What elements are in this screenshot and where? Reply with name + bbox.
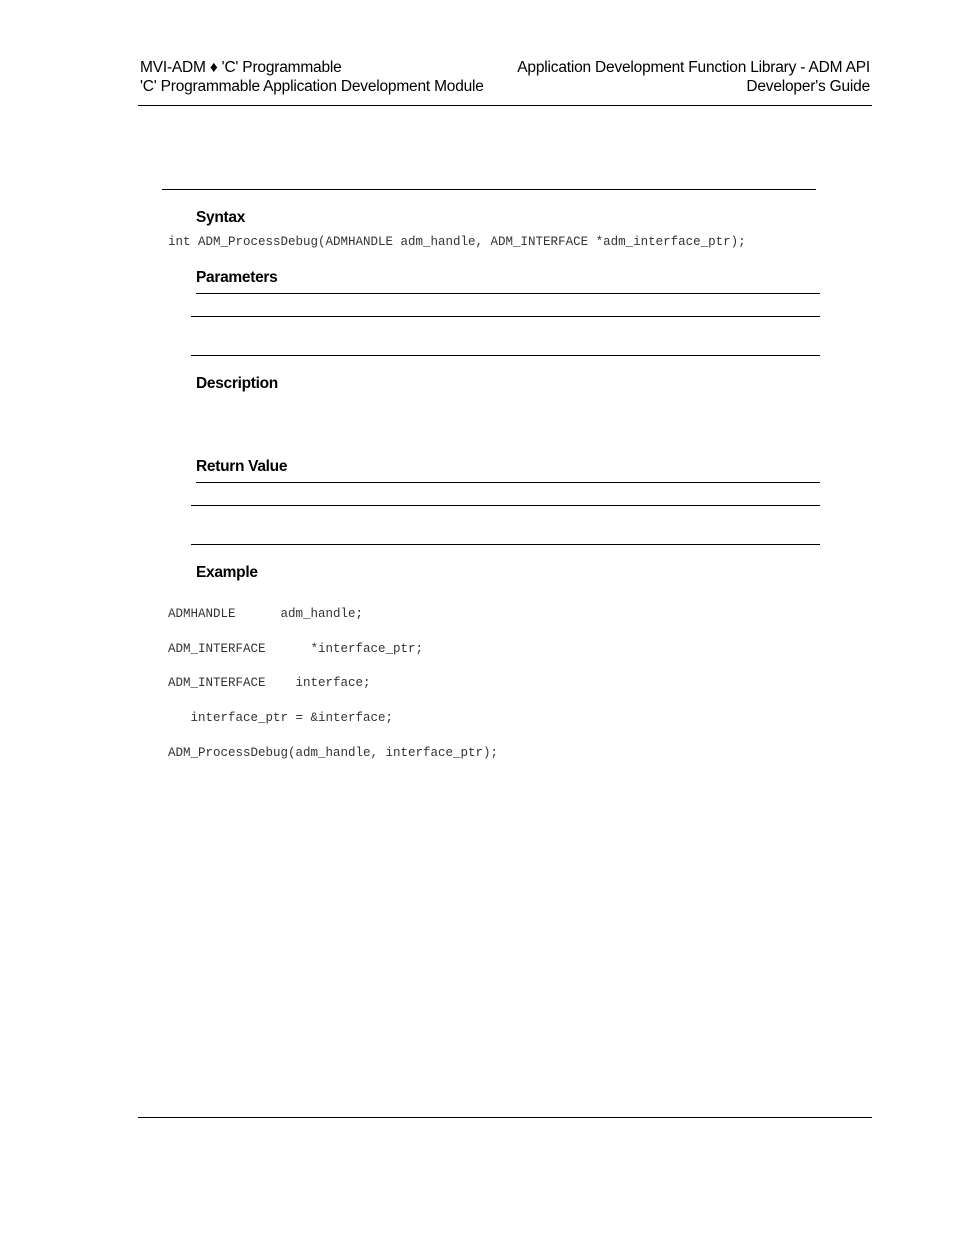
description-heading: Description xyxy=(196,375,278,392)
running-header-right xyxy=(517,58,870,96)
example-code-line: ADM_INTERFACE *interface_ptr; xyxy=(168,641,424,656)
example-code-line: ADMHANDLE adm_handle; xyxy=(168,607,364,622)
return-table-header-rule xyxy=(191,505,820,506)
syntax-heading: Syntax xyxy=(196,209,246,226)
footer-divider xyxy=(138,1117,872,1118)
return-value-heading: Return Value xyxy=(196,458,288,475)
header-divider xyxy=(138,105,872,106)
syntax-code: int ADM_ProcessDebug(ADMHANDLE adm_handle, ADM_INTERFACE *adm_interface_ptr); xyxy=(168,235,746,249)
example-heading: Example xyxy=(196,564,258,581)
return-table-bottom-rule xyxy=(191,544,820,545)
parameters-table-top-rule xyxy=(196,293,820,294)
example-code-line: interface_ptr = &interface; xyxy=(168,711,394,726)
header-chapter-title: Application Development Function Library - ADM API xyxy=(517,59,870,76)
parameters-table-bottom-rule xyxy=(191,355,820,356)
header-product-title: MVI-ADM ♦ 'C' Programmable xyxy=(140,59,342,76)
example-code-line: ADM_ProcessDebug(adm_handle, interface_ptr); xyxy=(168,745,499,760)
function-title-divider xyxy=(162,189,816,190)
parameters-heading: Parameters xyxy=(196,269,278,286)
header-guide-title: Developer's Guide xyxy=(746,78,870,95)
running-header-left xyxy=(140,58,484,96)
return-table-top-rule xyxy=(196,482,820,483)
header-product-subtitle: 'C' Programmable Application Development Module xyxy=(140,78,484,95)
parameters-table-header-rule xyxy=(191,316,820,317)
example-code-line: ADM_INTERFACE interface; xyxy=(168,676,371,691)
example-code-block xyxy=(168,589,498,779)
